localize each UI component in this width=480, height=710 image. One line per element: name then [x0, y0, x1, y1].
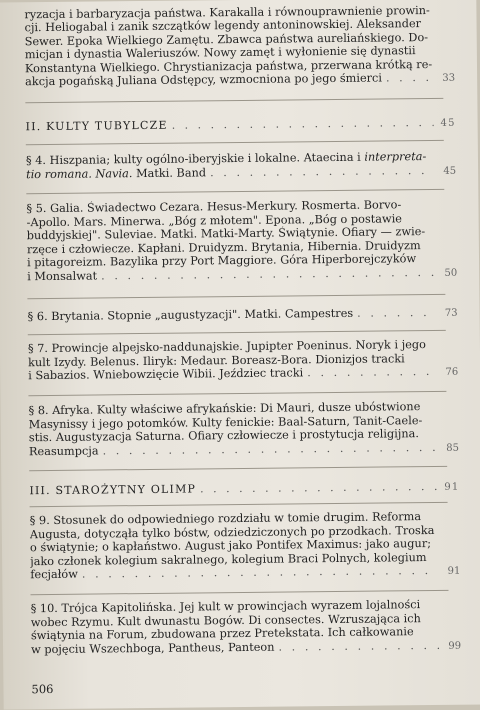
- intro-paragraph: [24, 4, 443, 75]
- divider: [26, 189, 444, 194]
- leader-dots: [102, 441, 437, 458]
- text-line: buddyjskiej". Suleviae. Matki. Matki-Marty. Świątynie. Ofiary — zwie-: [26, 225, 426, 243]
- section-heading: [26, 116, 456, 134]
- leader-dots: [357, 306, 436, 320]
- leader-dots: [172, 116, 434, 132]
- divider: [31, 590, 449, 595]
- text-line: § 8. Afryka. Kulty właściwe afrykańskie: Di Mauri, dusze ubóstwione: [28, 400, 421, 418]
- text-line: Augusta, dotycząła tylko bóstw, odziedziczonych po przodkach. Troska: [29, 523, 435, 541]
- divider: [25, 98, 443, 103]
- page-number: 506: [31, 681, 54, 697]
- toc-entry-s9: [30, 510, 461, 583]
- leader-dots: [82, 564, 439, 581]
- divider: [28, 391, 446, 396]
- text-line: rzęce i człowiecze. Kapłani. Druidyzm. Brytania, Hibernia. Druidyzm: [26, 238, 421, 257]
- section-title: III. STAROŻYTNY OLIMP: [29, 482, 197, 498]
- section-title: II. KULTY TUBYLCZE: [25, 118, 168, 134]
- text-line: Matki. Band: [132, 165, 207, 180]
- divider: [27, 294, 445, 299]
- toc-entry-s4: [26, 150, 456, 183]
- text-italic: interpreta-: [364, 150, 427, 164]
- page-ref: 45: [440, 117, 456, 129]
- section-heading: [29, 480, 459, 498]
- text-line: Reasumpcja: [28, 444, 99, 458]
- toc-entry-s8: [29, 400, 460, 460]
- text-line: fecjałów: [30, 568, 78, 582]
- text-line: § 9. Stosunek do odpowiedniego rozdziału w tomie drugim. Reforma: [29, 510, 422, 528]
- page-ref: 33: [442, 72, 456, 84]
- leader-dots: [386, 71, 433, 85]
- page-ref: 76: [445, 366, 459, 379]
- text-line: jako członek kolegium sakralnego, kolegium Braci Polnych, kolegium: [30, 550, 427, 568]
- text-line: akcja pogańską Juliana Odstępcy, wzmocniona po jego śmierci: [25, 71, 383, 89]
- divider: [28, 330, 446, 335]
- leader-dots: [200, 480, 437, 495]
- text-line: stis. Augustyzacja Saturna. Ofiary człowiecze i prostytucja religijna.: [28, 427, 419, 445]
- toc-entry-s7: [28, 338, 458, 384]
- text-italic: tio romana. Navia.: [26, 166, 133, 181]
- page-ref: 91: [447, 566, 461, 578]
- text-line: § 5. Galia. Świadectwo Cezara. Hesus-Merkury. Rosmerta. Borvo-: [26, 198, 402, 216]
- toc-entry-s6: [28, 306, 458, 325]
- text-line: i Sabazios. Wniebowzięcie Wibii. Jeździec tracki: [28, 366, 304, 383]
- leader-dots: [210, 164, 434, 180]
- text-line: ryzacja i barbaryzacja państwa. Karakalla i równouprawnienie prowin-: [24, 3, 430, 22]
- text-line: kult Izydy. Belenus. Iliryk: Medaur. Boreasz-Bora. Dionizjos tracki: [28, 351, 405, 369]
- toc-entry-s10: [31, 598, 462, 658]
- text-line: cji. Heliogabal i zanik szczątków legendy antoninowskiej. Aleksander: [24, 17, 422, 35]
- intro-last-line: [25, 71, 455, 90]
- page-ref: 73: [444, 307, 458, 319]
- text-line: micjan i dynastia Waleriuszów. Nowy zamęt i wyłonienie się dynastii: [24, 44, 416, 62]
- text-line: Konstantyna Wielkiego. Chrystianizacja państwa, przerwana krótką re-: [24, 57, 433, 75]
- text-line: wobec Rzymu. Kult dwunastu Bogów. Di consectes. Wzruszająca ich: [30, 611, 421, 629]
- page-ref: 85: [446, 442, 460, 454]
- divider: [26, 140, 444, 145]
- text-line: o świątynie; o kapłaństwo. August jako Pontifex Maximus: jako augur;: [29, 537, 432, 555]
- page-ref: 45: [443, 165, 457, 177]
- page-ref: 50: [444, 267, 458, 279]
- text-line: i Monsalwat: [27, 269, 98, 284]
- leader-dots: [278, 639, 439, 654]
- text-line: § 7. Prowincje alpejsko-naddunajskie. Jupipter Poeninus. Noryk i jego: [27, 338, 426, 356]
- text-line: świątynia na Forum, zbudowana przez Pretekstata. Ich całkowanie: [30, 625, 414, 643]
- text-line: i pitagoreizm. Bazylika przy Port Maggiore. Góra Hiperborejczyków: [26, 252, 417, 270]
- leader-dots: [101, 266, 435, 283]
- leader-dots: [307, 365, 436, 380]
- divider: [29, 466, 447, 471]
- text-line: Masynissy i jego potomków. Kulty fenickie: Baal-Saturn, Tanit-Caele-: [28, 413, 423, 431]
- page-ref: 91: [444, 481, 460, 493]
- text-line: § 6. Brytania. Stopnie „augustyzacji". Matki. Campestres: [27, 306, 354, 324]
- text-line: § 4. Hiszpania; kulty ogólno-iberyjskie i lokalne. Ataecina i: [25, 150, 365, 168]
- text-line: -Apollo. Mars. Minerwa. „Bóg z młotem". Epona. „Bóg o postawie: [26, 211, 403, 229]
- text-line: w pojęciu Wszechboga, Pantheus, Panteon: [31, 640, 275, 656]
- text-line: Sewer. Epoka Wielkiego Zamętu. Zbawca państwa aureliańskiego. Do-: [24, 30, 429, 49]
- page-ref: 99: [448, 640, 462, 652]
- text-line: § 10. Trójca Kapitolińska. Jej kult w prowincjach wyrazem lojalności: [30, 598, 421, 616]
- divider: [30, 502, 448, 507]
- toc-entry-s5: [26, 198, 457, 285]
